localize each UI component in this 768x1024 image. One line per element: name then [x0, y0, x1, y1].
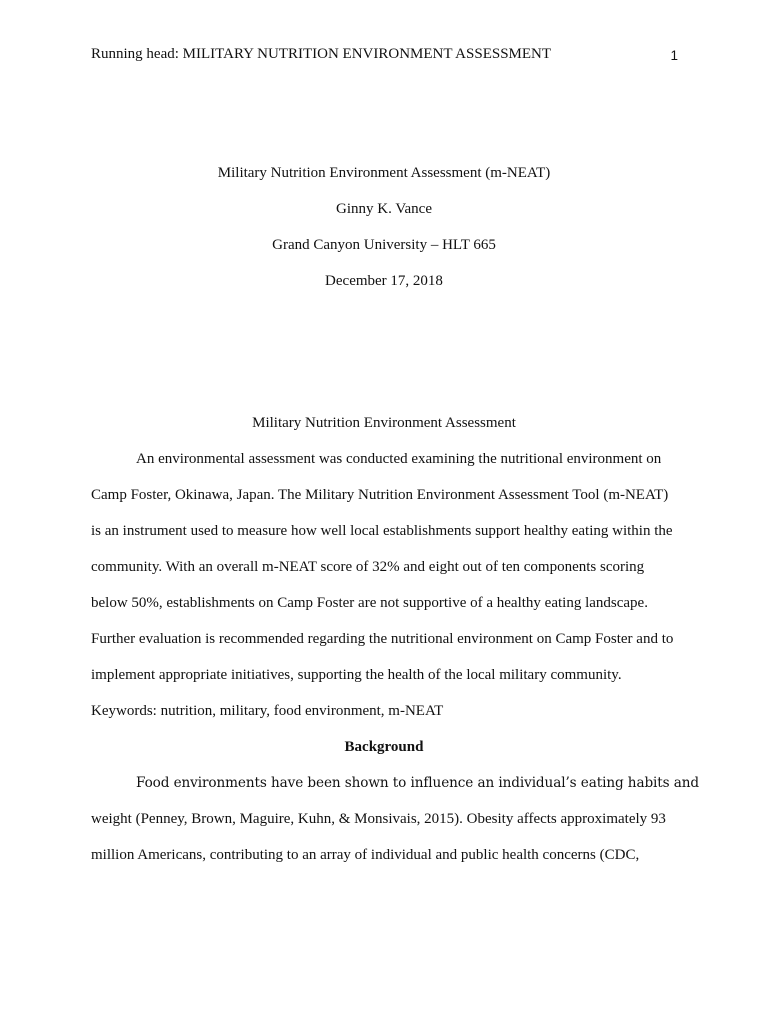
submission-date: December 17, 2018	[325, 273, 443, 289]
author-name: Ginny K. Vance	[336, 201, 432, 217]
abstract-line: implement appropriate initiatives, supporting the health of the local military community.	[91, 667, 622, 683]
page-header	[91, 46, 678, 66]
title-block	[91, 164, 677, 308]
background-line: weight (Penney, Brown, Maguire, Kuhn, & Monsivais, 2015). Obesity affects approximately 93	[91, 811, 666, 827]
paper-title: Military Nutrition Environment Assessment (m-NEAT)	[217, 165, 551, 181]
abstract-heading: Military Nutrition Environment Assessment	[252, 415, 516, 431]
abstract-line: is an instrument used to measure how well local establishments support healthy eating within the	[91, 523, 673, 539]
page-number: 1	[670, 48, 678, 63]
abstract-line: An environmental assessment was conducted examining the nutritional environment on	[136, 451, 662, 467]
abstract-line: below 50%, establishments on Camp Foster are not supportive of a healthy eating landscape.	[91, 595, 648, 611]
affiliation: Grand Canyon University – HLT 665	[272, 237, 496, 253]
abstract-line: community. With an overall m-NEAT score of 32% and eight out of ten components scoring	[91, 559, 645, 575]
abstract-line: Camp Foster, Okinawa, Japan. The Military Nutrition Environment Assessment Tool (m-NEAT)	[91, 487, 669, 503]
background-line: million Americans, contributing to an array of individual and public health concerns (CDC,	[91, 847, 640, 863]
body-text	[91, 414, 700, 882]
background-heading: Background	[344, 739, 424, 755]
running-head: Running head: MILITARY NUTRITION ENVIRONMENT ASSESSMENT	[91, 46, 552, 62]
background-line: Food environments have been shown to influence an individual’s eating habits and	[136, 775, 700, 791]
abstract-line: Further evaluation is recommended regarding the nutritional environment on Camp Foster and to	[91, 631, 674, 647]
keywords: Keywords: nutrition, military, food environment, m-NEAT	[91, 703, 444, 719]
